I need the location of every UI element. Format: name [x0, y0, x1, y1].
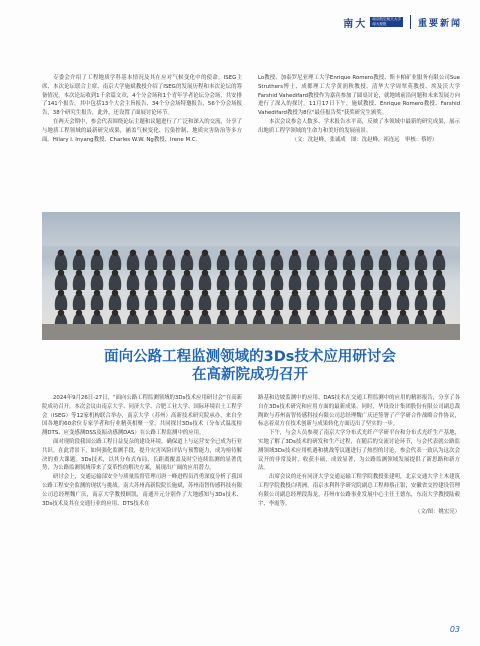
bottom-right-column	[258, 394, 460, 517]
paragraph: 本次会议参会人数多、学术报告水平高，反映了本领域中最新的研究成果，展示出地质工程学领域的生命力和美好的发展前景。	[258, 118, 460, 134]
paragraph: 下午，与会人员参观了南京大学分布式光纤产学研平台和分布式光纤生产基地，实地了解了3Ds技术的研发和生产过程，在随后的交流讨论环节，与会代表就公路监测领域3Ds技术应用机遇和挑战等议题进行了热烈的讨论，参会代表一致认为这次会议开的非常及时，收获丰硕，成效显著，为公路监测领域发展提供了新思路和新方法。	[258, 430, 460, 472]
paragraph: 面对现阶段我国公路工程日益复杂的建设环境，确保道上与运营安全已成为行业共识。在此背景下，如何强化监测手段，提升灾害风险评估与预警能力，成为亟待解决的重大课题。3Ds技术，以其分布式布局、长距离覆盖及时空连续监测的显著优势，为公路监测领域带来了变革性的解决方案，展现出广阔的应用潜力。	[42, 438, 242, 472]
photo-people-row	[52, 268, 450, 290]
bottom-left-column	[42, 394, 242, 508]
article-credit: （文：沈赵峰，张诚成 图：沈赵峰，祁连远 审核：蔡婷）	[291, 136, 438, 143]
article-credit: （文/图：姚宏亮）	[415, 509, 460, 516]
paragraph: 路基和边坡监测中的应用、DAS技术在交通工程监测中的应用的精彩报告，分享了各自在3Ds技术研究和应用方面的最新成果。同时，华设设计集团股份有限公司副总裁陶欧与苏州南智传感科技有限公司总经理魏广庆还签署了产学研合作战略合作协议，标志着双方在技术创新与成果转化方面迈出了坚实的一步。	[258, 395, 460, 428]
paragraph: 出席会议的还有同济大学交通运输工程学院教授张建明，北京交通大学土木建筑工程学院教授白明洲，南京水利科学研究院副总工程师蔡正银，安徽省交控建设管理有限公司副总经理段海龙，苏州市公路事业发展中心主任王德东，东南大学教授陆毅宇、李霞等。	[258, 474, 460, 507]
photo-floor	[42, 324, 460, 340]
photo-people-row	[52, 288, 450, 310]
paragraph: 2024年9月26日-27日，“面向公路工程监测领域的3Ds技术应用研讨会”在高新院成功召开。本次会议由南京大学、同济大学、合肥工业大学、国际环境岩土工程学会（ISEG）等12家机构联合举办，南京大学（苏州）高新技术研究院承办，来自全国各地的60余位专家学者和行业精英相聚一堂，共同探讨3Ds技术（分布式温度检测DTS、应变感测DSS及振动感测DAS）在公路工程监测中的应用。	[42, 395, 242, 437]
group-photo	[42, 212, 460, 340]
header-logo-sub-line-1: 南京航空航天大学	[372, 17, 401, 22]
paragraph: 专委会介绍了工程地质学科基本情况及其在应对气候变化中的使命。ISEG主席、本次论坛联合主席、南京大学施斌教授介绍了ISEG的发展历程和本次论坛的筹备情况。本次论坛收到1千余篇文章，4个分会场和1个青年学者论坛分会场，共安排了141个报告，其中包括13个大会主旨报告，34个分会场特邀报告，56个分会场报告，38个研究生报告，此外，还设置了面展讨论环节。	[42, 75, 242, 117]
header-divider	[410, 15, 411, 29]
photo-people-row	[52, 248, 450, 270]
top-right-column	[258, 74, 460, 144]
header-logo: 南大	[343, 18, 368, 30]
header-logo-sub-line-2: 南大校报	[370, 22, 403, 27]
photo-backdrop	[42, 212, 460, 246]
page-number: 03	[449, 625, 460, 634]
paragraph: 在两天会期中，参会代表围绕论坛主题和议题进行了广泛和深入的交流，分享了与地质工程领域的最新研究成果，涵盖气候变化、污染控制、地质灾害防治等多方面。Hilary I. Inyang教授、Charles W.W. Ng教授、Irene M.C.	[42, 118, 242, 143]
page-header	[343, 12, 462, 32]
article-headline	[40, 348, 460, 384]
top-left-column	[42, 74, 242, 144]
section-title: 重要新闻	[417, 18, 462, 29]
paragraph: 研讨会上，交通运输部安全与质量监督管理司唐一峰进程员肖勇深度分析了我国公路工程安全监测的现状与挑战。南大苏州高新院院长施斌，苏州南智传感科技有限公司总经理魏广庆，南京大学教授顾凯，南通开元分别作了大地感知与3Ds技术、3Ds技术及其在交通行业的应用、DTS技术在	[42, 474, 242, 507]
headline-line-2: 在高新院成功召开	[192, 367, 308, 383]
header-logo-subtitle	[370, 17, 403, 28]
headline-line-1: 面向公路工程监测领域的3Ds技术应用研讨会	[104, 349, 396, 365]
paragraph: Lo教授、加泰罗尼亚理工大学Enrique Romero教授、斯卡帕矿业服务有限公司Sue Struthers博士、成都理工大学黄润秋教授、清华大学周翠英教授、埃及沃大学Farshid Vahedifard教授作为嘉宾参加了圆桌讨论，就地域前沿问题和未来发展方向进行了深入的探讨。11月17日下午，施斌教授、Enrique Romero教授、Farshid Vahedifard教授为8位"最佳报告奖"获奖研究生颁奖。	[258, 75, 460, 117]
